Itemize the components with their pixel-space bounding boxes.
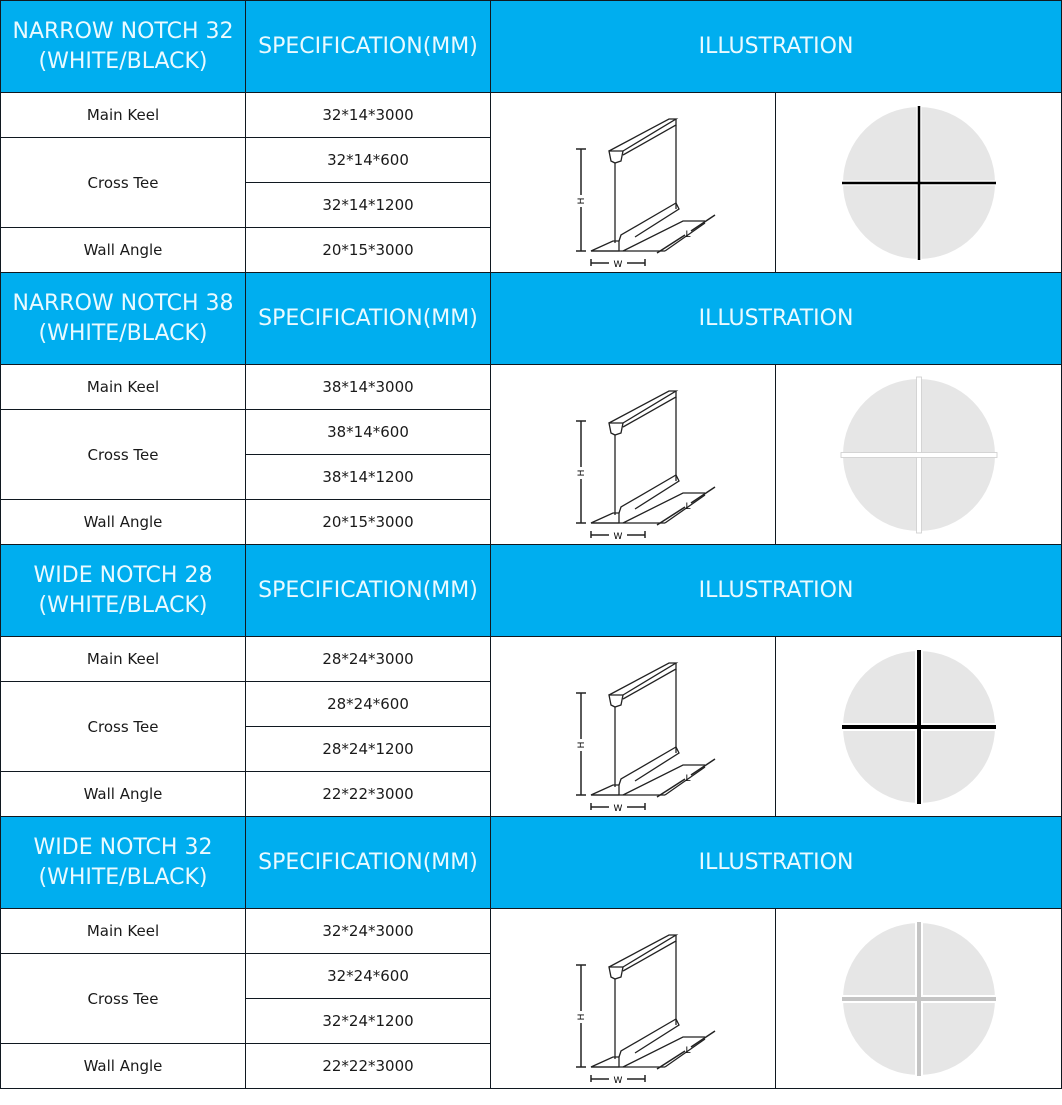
- illustration-header: ILLUSTRATION: [491, 273, 1062, 365]
- profile-illustration: [491, 365, 776, 545]
- illustration-header: ILLUSTRATION: [491, 817, 1062, 909]
- grid-illustration: [776, 365, 1062, 545]
- component-name: Cross Tee: [1, 954, 246, 1044]
- t-bar-profile-icon: [491, 919, 775, 1086]
- component-spec: 38*14*1200: [246, 455, 491, 500]
- product-title-line1: WIDE NOTCH 28: [33, 562, 213, 588]
- table-row: [1, 909, 1062, 954]
- table-row: [1, 637, 1062, 682]
- table-row: [1, 365, 1062, 410]
- illustration-header: ILLUSTRATION: [491, 545, 1062, 637]
- spec-header: SPECIFICATION(MM): [246, 273, 491, 365]
- component-name: Main Keel: [1, 909, 246, 954]
- length-label: L: [685, 229, 691, 240]
- grid-illustration: [776, 93, 1062, 273]
- product-title-line1: NARROW NOTCH 32: [12, 18, 234, 44]
- component-spec: 28*24*1200: [246, 727, 491, 772]
- height-label: H: [577, 1013, 587, 1020]
- product-title-line1: WIDE NOTCH 32: [33, 834, 213, 860]
- component-spec: 38*14*3000: [246, 365, 491, 410]
- spec-header: SPECIFICATION(MM): [246, 1, 491, 93]
- spec-header: SPECIFICATION(MM): [246, 817, 491, 909]
- height-label: H: [577, 197, 587, 204]
- product-title-line1: NARROW NOTCH 38: [12, 290, 234, 316]
- width-label: W: [613, 1075, 623, 1086]
- component-spec: 20*15*3000: [246, 228, 491, 273]
- table-row: [1, 93, 1062, 138]
- profile-illustration: [491, 909, 776, 1089]
- component-spec: 22*22*3000: [246, 772, 491, 817]
- component-spec: 20*15*3000: [246, 500, 491, 545]
- component-name: Cross Tee: [1, 682, 246, 772]
- component-name: Wall Angle: [1, 772, 246, 817]
- t-bar-profile-icon: [491, 647, 775, 814]
- component-spec: 22*22*3000: [246, 1044, 491, 1089]
- component-name: Wall Angle: [1, 228, 246, 273]
- component-spec: 32*24*600: [246, 954, 491, 999]
- grid-illustration: [776, 637, 1062, 817]
- illustration-header: ILLUSTRATION: [491, 1, 1062, 93]
- grid-illustration: [776, 909, 1062, 1089]
- component-name: Wall Angle: [1, 500, 246, 545]
- ceiling-grid-icon: [776, 647, 1061, 807]
- component-spec: 32*14*600: [246, 138, 491, 183]
- width-label: W: [613, 803, 623, 814]
- t-bar-profile-icon: [491, 103, 775, 270]
- component-spec: 38*14*600: [246, 410, 491, 455]
- component-spec: 28*24*3000: [246, 637, 491, 682]
- product-title-line2: (WHITE/BLACK): [38, 864, 208, 890]
- product-title-line2: (WHITE/BLACK): [38, 592, 208, 618]
- component-spec: 32*14*1200: [246, 183, 491, 228]
- ceiling-grid-icon: [776, 375, 1061, 535]
- product-title: [1, 545, 246, 637]
- width-label: W: [613, 531, 623, 542]
- component-name: Main Keel: [1, 93, 246, 138]
- spec-header: SPECIFICATION(MM): [246, 545, 491, 637]
- section-header-row: [1, 817, 1062, 909]
- section-header-row: [1, 273, 1062, 365]
- height-label: H: [577, 741, 587, 748]
- component-name: Wall Angle: [1, 1044, 246, 1089]
- component-spec: 32*14*3000: [246, 93, 491, 138]
- width-label: W: [613, 259, 623, 270]
- component-spec: 28*24*600: [246, 682, 491, 727]
- component-spec: 32*24*3000: [246, 909, 491, 954]
- component-name: Main Keel: [1, 637, 246, 682]
- section-header-row: [1, 1, 1062, 93]
- ceiling-grid-icon: [776, 919, 1061, 1079]
- t-bar-profile-icon: [491, 375, 775, 542]
- length-label: L: [685, 1045, 691, 1056]
- length-label: L: [685, 501, 691, 512]
- product-title-line2: (WHITE/BLACK): [38, 320, 208, 346]
- product-title-line2: (WHITE/BLACK): [38, 48, 208, 74]
- ceiling-grid-icon: [776, 103, 1061, 263]
- component-name: Cross Tee: [1, 138, 246, 228]
- component-name: Cross Tee: [1, 410, 246, 500]
- profile-illustration: [491, 637, 776, 817]
- product-title: [1, 817, 246, 909]
- product-title: [1, 273, 246, 365]
- profile-illustration: [491, 93, 776, 273]
- product-title: [1, 1, 246, 93]
- length-label: L: [685, 773, 691, 784]
- component-name: Main Keel: [1, 365, 246, 410]
- height-label: H: [577, 469, 587, 476]
- component-spec: 32*24*1200: [246, 999, 491, 1044]
- section-header-row: [1, 545, 1062, 637]
